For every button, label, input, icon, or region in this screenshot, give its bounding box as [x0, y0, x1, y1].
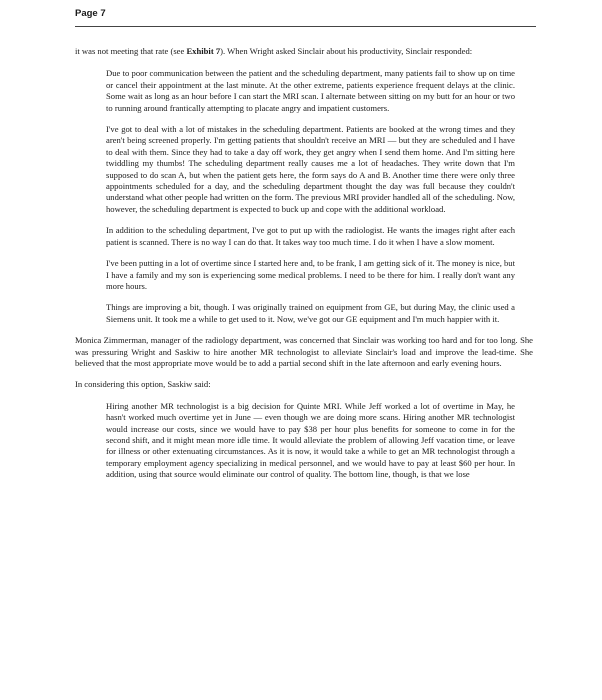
exhibit-reference: Exhibit 7	[186, 46, 221, 56]
intro-paragraph: it was not meeting that rate (see Exhibit 7). When Wright asked Sinclair about his productivity, Sinclair responded:	[75, 46, 473, 56]
quote-paragraph: I've been putting in a lot of overtime since I started here and, to be frank, I am getting sick of it. The money is nice, but I have a family and my son is experiencing some medical problems. I need to be there for him. I really don't want any more hours.	[106, 258, 515, 291]
quote-paragraph: Due to poor communication between the patient and the scheduling department, many patients fail to show up on time or cancel their appointment at the last minute. At the other extreme, patients experience frequent delays at the clinic. Some wait as long as an hour before I can start the MRI scan. I alternate between sitting on my butt for an hour or two to running around frantically attempting to placate angry and impatient customers.	[106, 68, 515, 113]
narrative-paragraph: Monica Zimmerman, manager of the radiology department, was concerned that Sinclair was working too hard and for too long. She was pressuring Wright and Saskiw to hire another MR technologist to alleviate Sinclair's load and improve the lead-time. She believed that the most appropriate move would be to add a partial second shift in the late afternoon and early evening hours.	[75, 335, 533, 368]
quote-paragraph: Things are improving a bit, though. I was originally trained on equipment from GE, but during May, the clinic used a Siemens unit. It took me a while to get used to it. Now, we've got our GE equipment and I'm much happier with it.	[106, 302, 515, 324]
sinclair-quote-block	[106, 68, 515, 325]
narrative-paragraph: In considering this option, Saskiw said:	[75, 379, 211, 390]
document-body	[75, 46, 533, 491]
saskiw-quote-block	[106, 401, 515, 481]
quote-paragraph: I've got to deal with a lot of mistakes in the scheduling department. Patients are booked at the wrong times and they aren't being screened properly. I'm getting patients that shouldn't receive an MRI — but they are scheduled and I have to deal with them. Since they had to take a day off work, they get angry when I send them home. And I'm sitting here twiddling my thumbs! The scheduling department really causes me a lot of headaches. They write down that I'm supposed to do scan A, but when the patient gets here, the form says do A and B. Another time there were only three appointments scheduled for a day, and the scheduling department thought the day was full because they couldn't understand what other people had written on the form. The previous MRI provider handled all of the scheduling. Now, however, the scheduling department is expected to buck up and cope with the additional workload.	[106, 124, 515, 214]
quote-paragraph: In addition to the scheduling department, I've got to put up with the radiologist. He wants the images right after each patient is scanned. There is no way I can do that. It takes way too much time. I do it when I have a slow moment.	[106, 225, 515, 247]
header-divider	[75, 26, 536, 27]
quote-paragraph: Hiring another MR technologist is a big decision for Quinte MRI. While Jeff worked a lot of overtime in May, he hasn't worked much overtime yet in June — even though we are doing more scans. Hiring another MR technologist would increase our costs, since we would have to pay $38 per hour plus benefits for someone to come in for the second shift, and it might mean more idle time. It would alleviate the problem of allowing Jeff vacation time, or leave for illness or other extenuating circumstances. As it is now, it would take a while to get an MR technologist through a temporary employment agency specializing in medical personnel, and we would have to pay at least $60 per hour. In addition, using that source would eliminate our control of quality. The bottom line, though, is that we lose	[106, 400, 515, 480]
page-number-header: Page 7	[75, 8, 106, 19]
